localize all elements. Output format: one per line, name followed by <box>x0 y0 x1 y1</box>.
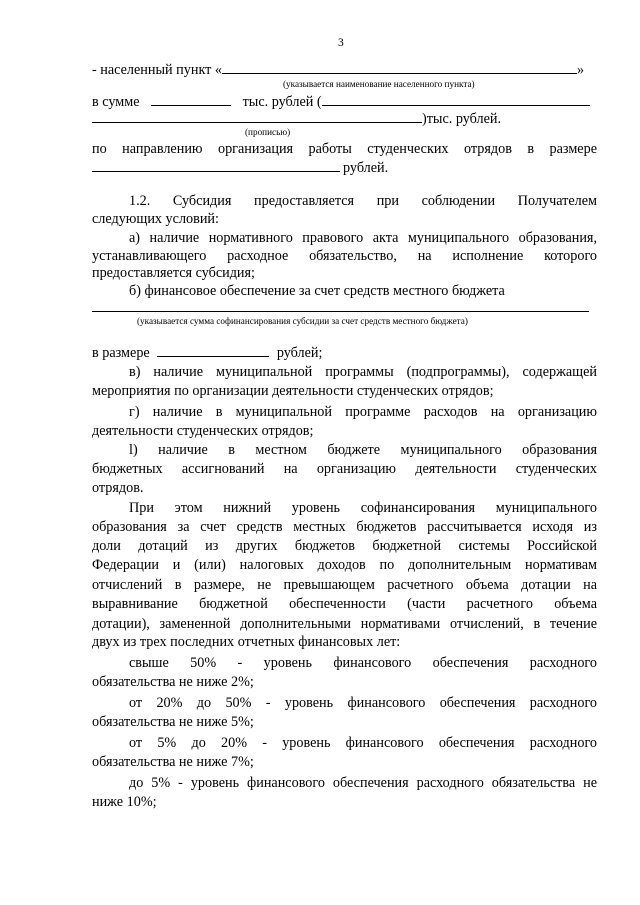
condition-a: а) наличие нормативного правового акта муниципального образования, <box>129 230 597 246</box>
paragraph-level-6: выравнивание бюджетной обеспеченности (части расчетного объема <box>92 596 597 612</box>
amount-blank <box>151 94 231 106</box>
condition-g: г) наличие в муниципальной программе расходов на организацию <box>129 404 597 420</box>
tier-over-50: свыше 50% - уровень финансового обеспечения расходного <box>129 655 597 671</box>
condition-g-cont: деятельности студенческих отрядов; <box>92 423 314 439</box>
page-number: 3 <box>338 37 344 49</box>
condition-a-end: предоставляется субсидия; <box>92 265 255 281</box>
paragraph-level-4: Федерации и (или) налоговых доходов по дополнительным нормативам <box>92 557 597 573</box>
thousand-rubles-end: )тыс. рублей. <box>422 111 502 127</box>
direction-amount-line <box>92 160 597 176</box>
cofinance-note: (указывается сумма софинансирования субсидии за счет средств местного бюджета) <box>137 316 468 326</box>
cofinance-rule <box>92 311 589 312</box>
condition-v: в) наличие муниципальной программы (подпрограммы), содержащей <box>129 364 597 380</box>
condition-v-cont: мероприятия по организации деятельности студенческих отрядов; <box>92 383 494 399</box>
tier-5-20: от 5% до 20% - уровень финансового обеспечения расходного <box>129 735 597 751</box>
cofinance-rubles-label: рублей; <box>276 345 323 361</box>
paragraph-level-7: дотации), замененной дополнительными нормативами отчислений, в течение <box>92 616 597 632</box>
condition-a-cont: устанавливающего расходное обязательство, на исполнение которого <box>92 248 597 264</box>
direction-line: по направлению организация работы студенческих отрядов в размере <box>92 141 597 157</box>
cofinance-amount-line <box>92 345 597 361</box>
condition-b: б) финансовое обеспечение за счет средств местного бюджета <box>129 283 505 299</box>
amount-words-line <box>92 111 597 127</box>
paragraph-level-2: образования за счет средств местных бюджетов рассчитывается исходя из <box>92 519 597 535</box>
paragraph-level-5: отчислений в размере, не превышающем расчетного объема дотации на <box>92 577 597 593</box>
settlement-note: (указывается наименование населенного пункта) <box>283 79 475 89</box>
amount-line <box>92 94 597 110</box>
tier-20-50-cont: обязательства не ниже 5%; <box>92 714 254 730</box>
tier-under-5: до 5% - уровень финансового обеспечения расходного обязательства не <box>129 775 597 791</box>
direction-rubles-label: рублей. <box>343 160 389 176</box>
settlement-blank <box>222 62 577 74</box>
paragraph-level-8: двух из трех последних отчетных финансовых лет: <box>92 634 401 650</box>
thousand-rubles-label: тыс. рублей ( <box>242 94 322 110</box>
tier-under-5-cont: ниже 10%; <box>92 794 157 810</box>
cofinance-amount-label: в размере <box>92 345 150 361</box>
cofinance-amount-blank <box>157 345 269 357</box>
clause-1-2-cont: следующих условий: <box>92 211 219 227</box>
condition-d-end: отрядов. <box>92 480 144 496</box>
amount-words-blank-2 <box>92 111 422 123</box>
amount-label: в сумме <box>92 94 140 110</box>
paragraph-level: При этом нижний уровень софинансирования муниципального <box>129 500 597 516</box>
tier-5-20-cont: обязательства не ниже 7%; <box>92 754 254 770</box>
tier-over-50-cont: обязательства не ниже 2%; <box>92 674 254 690</box>
settlement-label: - населенный пункт « <box>92 62 222 78</box>
condition-d: l) наличие в местном бюджете муниципального образования <box>129 442 597 458</box>
condition-d-cont: бюджетных ассигнований на организацию деятельности студенческих <box>92 461 597 477</box>
amount-words-blank <box>322 94 590 106</box>
settlement-close-quote: » <box>577 62 585 78</box>
tier-20-50: от 20% до 50% - уровень финансового обеспечения расходного <box>129 695 597 711</box>
direction-amount-blank <box>92 160 340 172</box>
words-note: (прописью) <box>245 127 291 137</box>
paragraph-level-3: доли дотаций из других бюджетов бюджетной системы Российской <box>92 538 597 554</box>
settlement-line <box>92 62 597 78</box>
clause-1-2: 1.2. Субсидия предоставляется при соблюдении Получателем <box>129 193 597 209</box>
